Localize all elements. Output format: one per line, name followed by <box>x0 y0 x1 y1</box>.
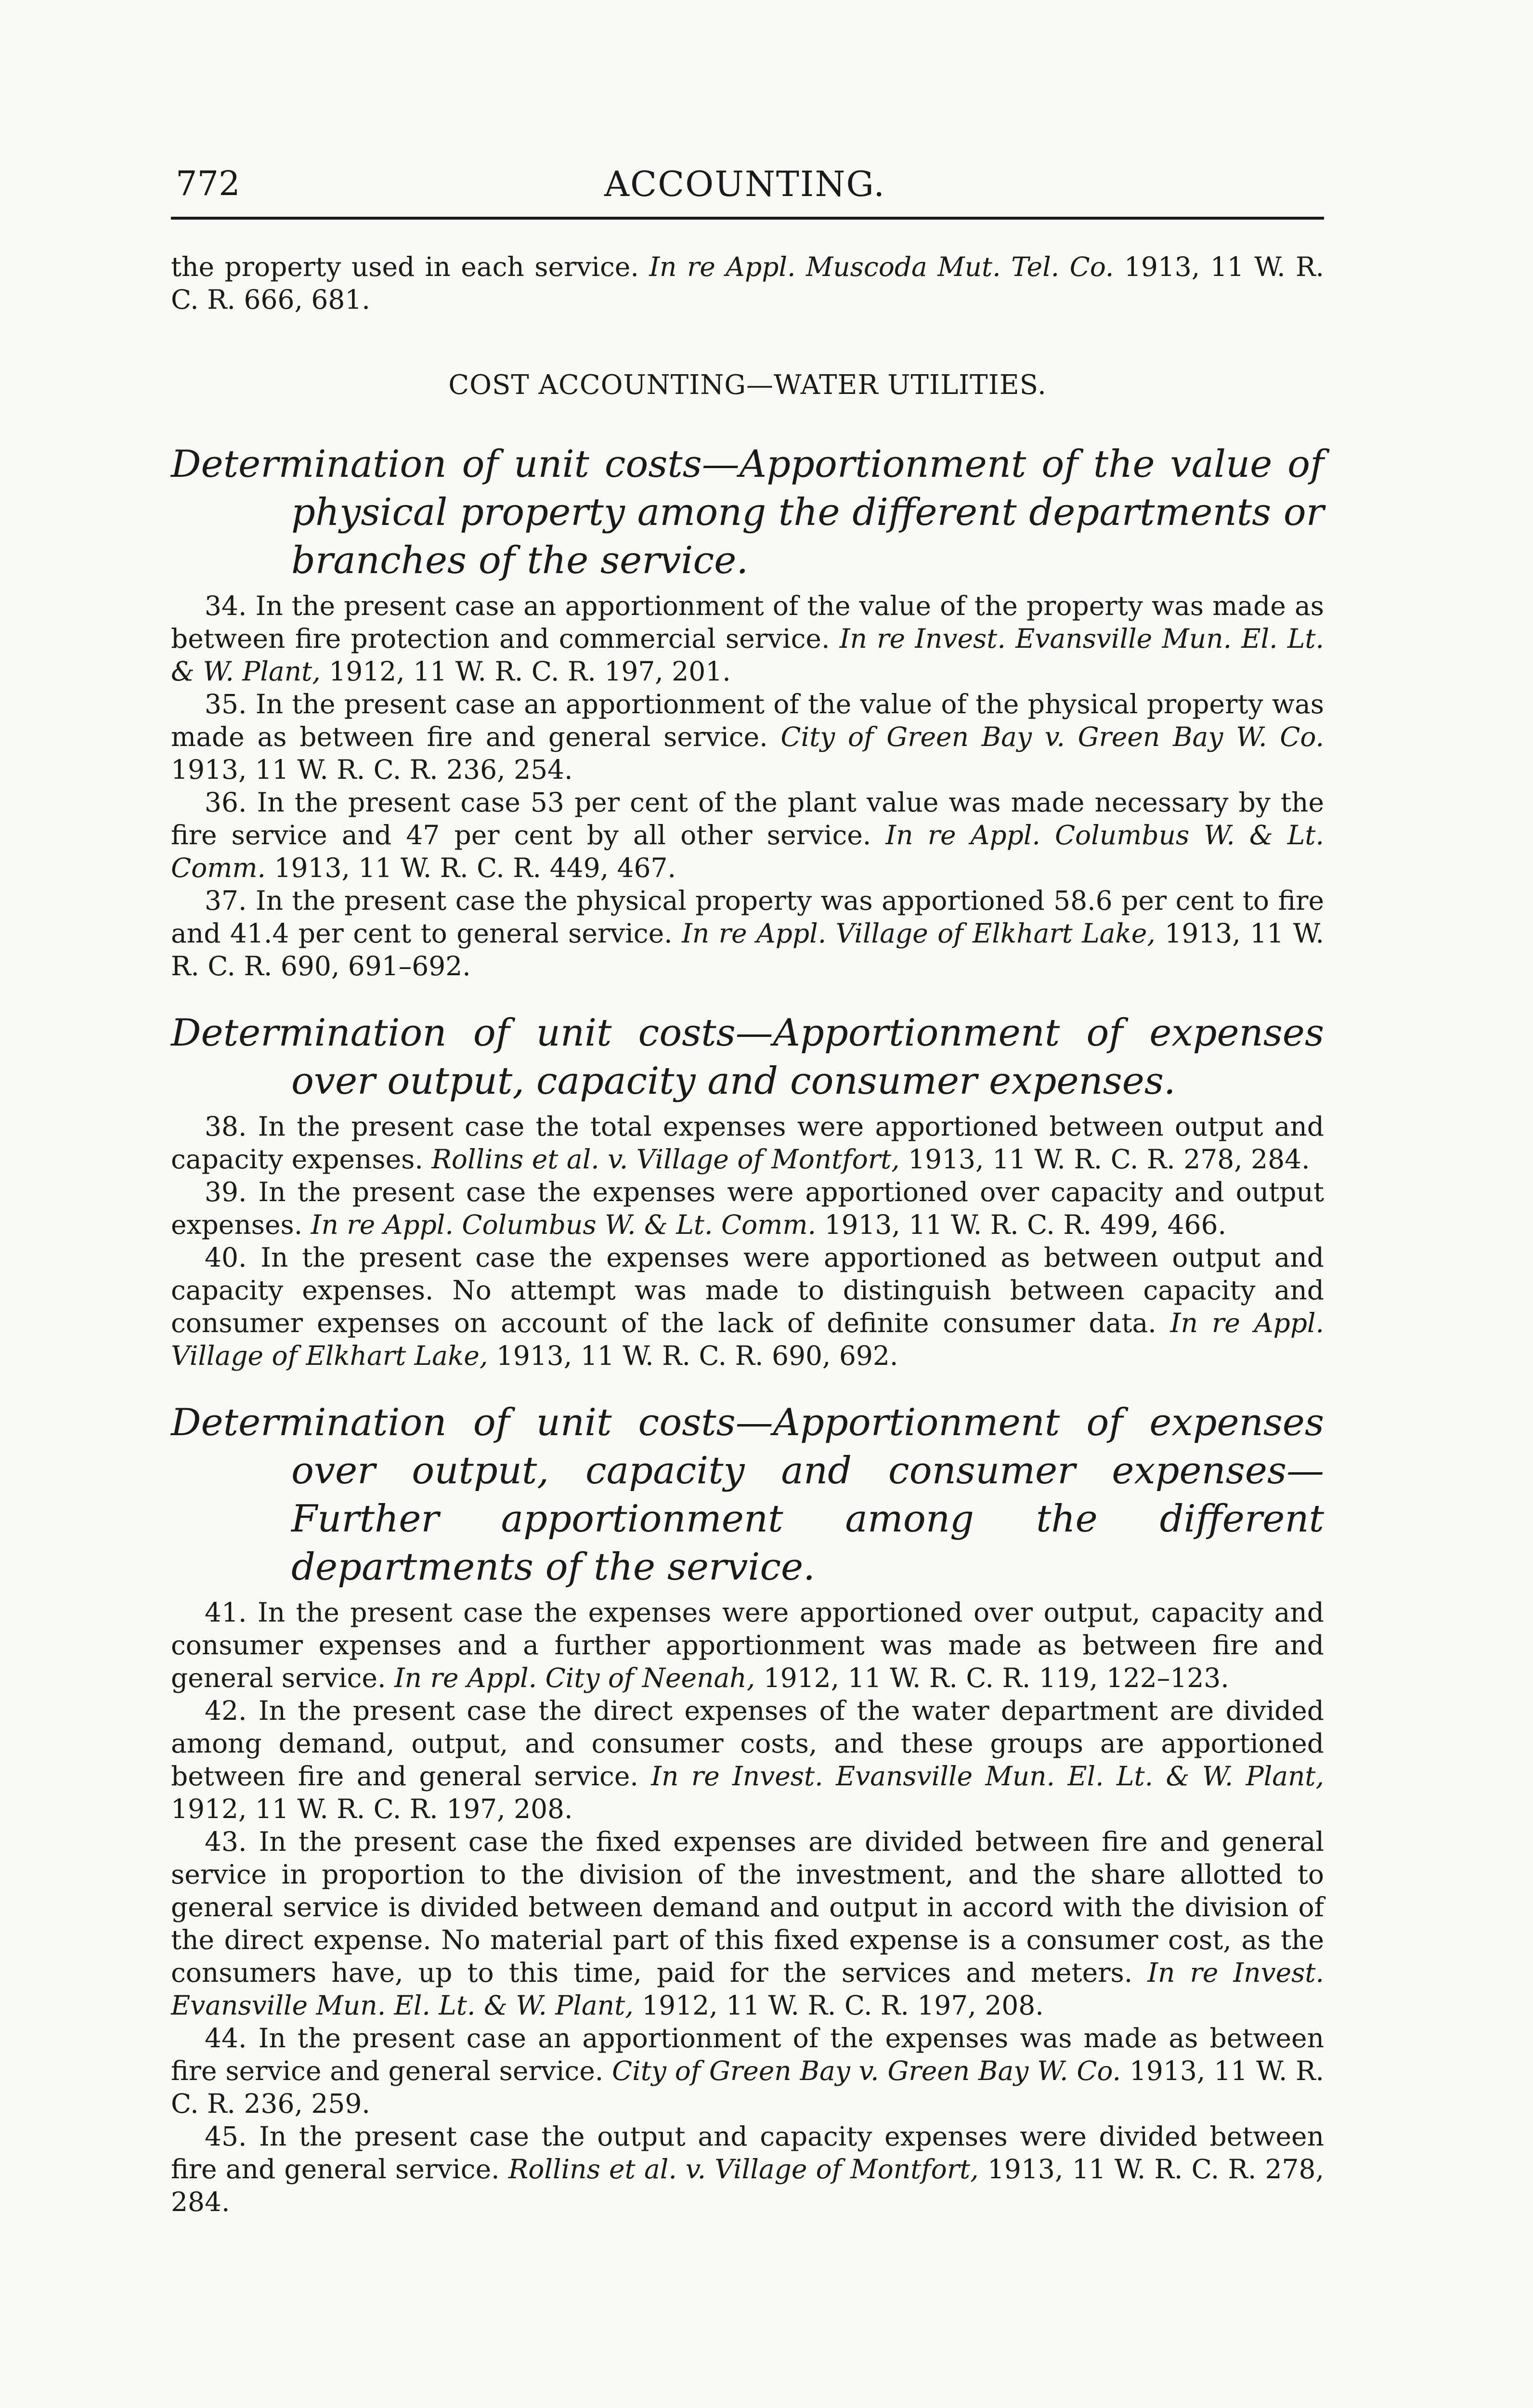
entry-number: 35. <box>205 689 247 720</box>
entry-paragraph <box>171 688 1324 786</box>
entry-text: In the present case the fixed expenses are divided between fire and general service in proportion to the division of the investment, and the share allotted to general service is divided between demand and output in accord with the division of the direct expense. No material part of this fixed expense is a consumer cost, as the consumers have, up to this time, paid for the services and meters. <box>171 1826 1325 1988</box>
entry-reference: 1913, 11 W. R. C. R. 278, 284. <box>908 1144 1310 1175</box>
entry-paragraph <box>171 1825 1324 2022</box>
entry-reference: 1913, 11 W. R. C. R. 449, 467. <box>274 852 676 883</box>
entry-paragraph <box>171 1694 1324 1825</box>
intro-reference: 1913, 11 W. R. C. R. 666, 681. <box>171 251 1324 315</box>
entry-reference: 1913, 11 W. R. C. R. 236, 259. <box>171 2055 1325 2119</box>
entry-number: 41. <box>205 1597 247 1628</box>
entry-citation: In re Appl. Columbus W. & Lt. Comm. <box>171 820 1325 883</box>
section-title: COST ACCOUNTING—WATER UTILITIES. <box>448 369 1047 401</box>
entry-number: 36. <box>205 787 247 818</box>
intro-text: the property used in each service. <box>171 251 639 282</box>
entry-number: 44. <box>205 2023 247 2054</box>
entry-paragraph <box>171 1596 1324 1694</box>
entry-citation: In re Appl. Village of Elkhart Lake, <box>682 918 1156 949</box>
entry-reference: 1913, 11 W. R. C. R. 690, 691–692. <box>171 918 1325 982</box>
entry-reference: 1912, 11 W. R. C. R. 197, 208. <box>171 1793 573 1824</box>
running-title: ACCOUNTING. <box>604 164 886 204</box>
entry-text: In the present case the expenses were apportioned over capacity and output expenses. <box>171 1177 1324 1240</box>
entry-paragraph <box>171 1241 1324 1372</box>
entry-number: 34. <box>205 590 247 621</box>
entry-number: 42. <box>205 1695 247 1726</box>
entry-reference: 1913, 11 W. R. C. R. 499, 466. <box>824 1209 1226 1240</box>
entry-number: 43. <box>205 1826 247 1857</box>
entry-reference: 1913, 11 W. R. C. R. 278, 284. <box>171 2154 1325 2217</box>
entry-citation: In re Appl. Columbus W. & Lt. Comm. <box>311 1209 816 1240</box>
entry-citation: In re Invest. Evansville Mun. El. Lt. & W. Plant, <box>171 623 1324 687</box>
entry-paragraph <box>171 786 1324 884</box>
entry-reference: 1913, 11 W. R. C. R. 690, 692. <box>496 1340 898 1371</box>
topic-heading: Determination of unit costs—Apportionment of expenses over output, capacity and consumer expenses—Further apportionment among the different departments of the service. <box>171 1401 1324 1589</box>
entry-paragraph <box>171 884 1324 982</box>
topic-heading: Determination of unit costs—Apportionment of the value of physical property among the different departments or branches of the service. <box>171 443 1324 582</box>
entry-reference: 1912, 11 W. R. C. R. 119, 122–123. <box>763 1662 1229 1693</box>
entry-citation: City of Green Bay v. Green Bay W. Co. <box>612 2055 1121 2086</box>
entry-number: 45. <box>205 2121 247 2152</box>
entry-citation: In re Appl. City of Neenah, <box>394 1662 755 1693</box>
entry-text: In the present case an apportionment of the value of the physical property was made as between fire and general service. <box>171 689 1324 752</box>
entry-number: 37. <box>205 885 247 916</box>
page-body <box>171 250 1324 2218</box>
entry-text: In the present case the total expenses were apportioned between output and capacity expenses. <box>171 1111 1324 1175</box>
entry-paragraph <box>171 1176 1324 1241</box>
entry-paragraph <box>171 1110 1324 1176</box>
entry-citation: City of Green Bay v. Green Bay W. Co. <box>780 721 1324 752</box>
entry-reference: 1912, 11 W. R. C. R. 197, 201. <box>329 656 731 687</box>
intro-citation: In re Appl. Muscoda Mut. Tel. Co. <box>649 251 1114 282</box>
entry-paragraph <box>171 2120 1324 2218</box>
entry-reference: 1912, 11 W. R. C. R. 197, 208. <box>642 1990 1044 2021</box>
entry-citation: In re Appl. Village of Elkhart Lake, <box>171 1308 1325 1371</box>
entry-text: In the present case the direct expenses of the water department are divided among demand, output, and consumer costs, and these groups are apportioned between fire and general service. <box>171 1695 1324 1792</box>
entry-number: 38. <box>205 1111 247 1142</box>
entry-citation: Rollins et al. v. Village of Montfort, <box>431 1144 900 1175</box>
entry-paragraph <box>171 2022 1324 2120</box>
entry-text: In the present case the output and capacity expenses were divided between fire and general service. <box>171 2121 1324 2185</box>
entry-text: In the present case the physical property was apportioned 58.6 per cent to fire and 41.4 per cent to general service. <box>171 885 1325 949</box>
entry-text: In the present case an apportionment of the value of the property was made as between fire protection and commercial service. <box>171 590 1325 654</box>
entry-reference: 1913, 11 W. R. C. R. 236, 254. <box>171 754 573 785</box>
entry-text: In the present case the expenses were apportioned over output, capacity and consumer expenses and a further apportionment was made as between fire and general service. <box>171 1597 1324 1693</box>
entry-citation: In re Invest. Evansville Mun. El. Lt. & W. Plant, <box>171 1957 1324 2021</box>
entry-text: In the present case an apportionment of the expenses was made as between fire service and general service. <box>171 2023 1325 2086</box>
page-number: 772 <box>176 164 240 203</box>
topic-heading: Determination of unit costs—Apportionment of expenses over output, capacity and consumer expenses. <box>171 1011 1324 1103</box>
entry-paragraph <box>171 589 1324 688</box>
page-header <box>171 159 1324 220</box>
entry-number: 40. <box>205 1242 247 1273</box>
entry-number: 39. <box>205 1177 247 1207</box>
entry-citation: In re Invest. Evansville Mun. El. Lt. & W. Plant, <box>651 1761 1325 1792</box>
entry-text: In the present case 53 per cent of the plant value was made necessary by the fire service and 47 per cent by all other service. <box>171 787 1325 851</box>
entry-citation: Rollins et al. v. Village of Montfort, <box>508 2154 979 2185</box>
intro-paragraph <box>171 250 1324 316</box>
entry-text: In the present case the expenses were apportioned as between output and capacity expenses. No attempt was made to distinguish between capacity and consumer expenses on account of the lack of definite consumer data. <box>171 1242 1325 1338</box>
